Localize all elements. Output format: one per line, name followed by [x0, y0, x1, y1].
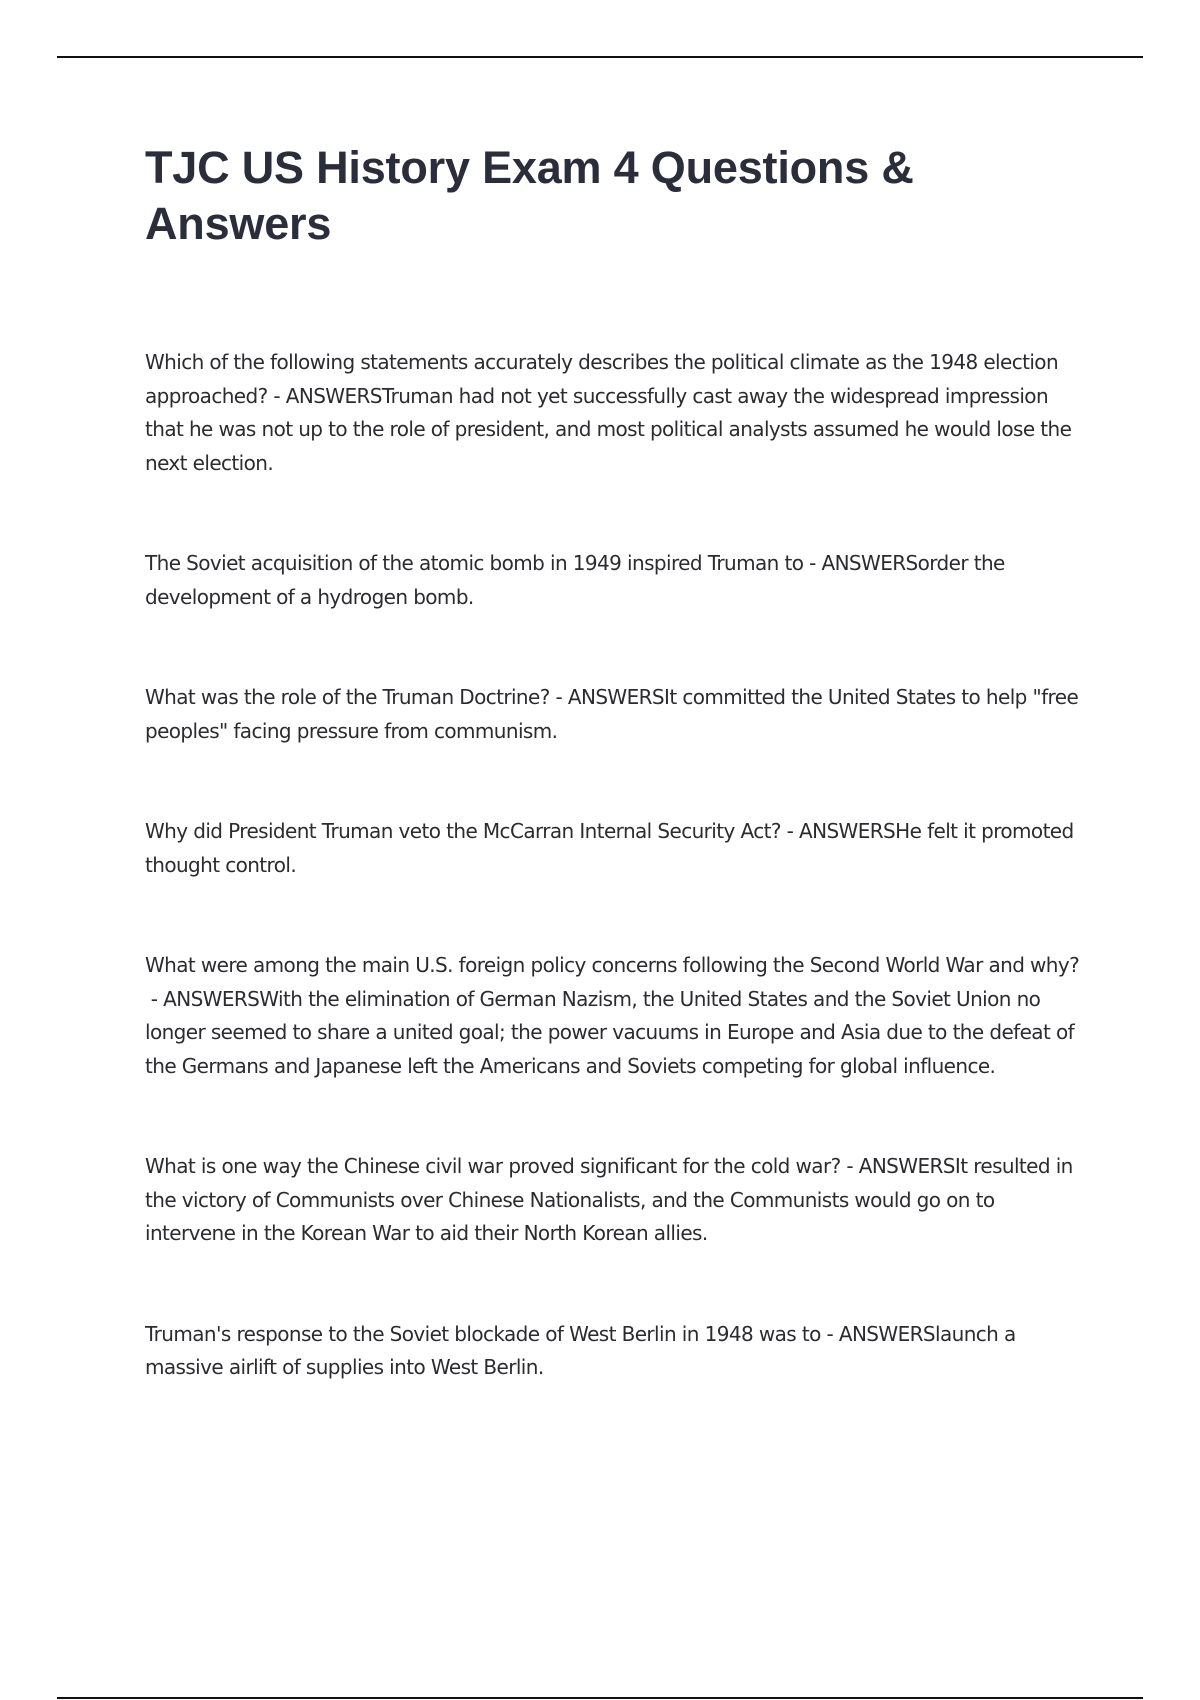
question-text: What was the role of the Truman Doctrine? [145, 685, 550, 709]
qa-item: What was the role of the Truman Doctrine? - ANSWERSIt committed the United States to help "free peoples" facing pressure from communism. [145, 685, 1079, 743]
answer-text: It committed the United States to help "free peoples" facing pressure from communism. [145, 685, 1079, 743]
answer-marker: ANSWERS [858, 1154, 955, 1178]
question-text: The Soviet acquisition of the atomic bomb in 1949 inspired Truman to [145, 551, 804, 575]
answer-marker: ANSWERS [285, 383, 382, 408]
qa-item: Truman's response to the Soviet blockade of West Berlin in 1948 was to - ANSWERSlaunch a massive airlift of supplies into West Berlin. [145, 1321, 1016, 1379]
question-text: Truman's response to the Soviet blockade of West Berlin in 1948 was to [145, 1321, 821, 1346]
answer-marker: ANSWERS [567, 685, 665, 709]
answer-marker: ANSWERS [799, 819, 896, 843]
answer-text: It resulted in the victory of Communists over Chinese Nationalists, and the Communists would go on to intervene in the Korean War to aid their North Korean allies. [145, 1154, 1073, 1245]
answer-text: launch a massive airlift of supplies into West Berlin. [145, 1321, 1016, 1379]
question-text: What is one way the Chinese civil war proved significant for the cold war? [145, 1154, 841, 1178]
answer-text: order the development of a hydrogen bomb. [145, 551, 1005, 609]
qa-item: Why did President Truman veto the McCarran Internal Security Act? - ANSWERSHe felt it promoted thought control. [145, 819, 1074, 877]
document-title: TJC US History Exam 4 Questions & Answers [145, 142, 914, 249]
qa-item: What were among the main U.S. foreign policy concerns following the Second World War and why? - ANSWERSWith the elimination of German Nazism, the United States and the Soviet Union no longer seemed to share a united goal; the power vacuums in Europe and Asia due to the defeat of the Germans and Japanese left the Americans and Soviets competing for global influence. [145, 953, 1080, 1078]
question-text: What were among the main U.S. foreign policy concerns following the Second World War and why? [145, 953, 1080, 977]
qa-item: The Soviet acquisition of the atomic bomb in 1949 inspired Truman to - ANSWERSorder the development of a hydrogen bomb. [145, 551, 1005, 609]
answer-marker: ANSWERS [821, 551, 918, 575]
qa-item: What is one way the Chinese civil war proved significant for the cold war? - ANSWERSIt resulted in the victory of Communists over Chinese Nationalists, and the Communists would go on to intervene in the Korean War to aid their North Korean allies. [145, 1154, 1073, 1245]
document-body [145, 140, 1090, 1452]
question-text: Why did President Truman veto the McCarran Internal Security Act? [145, 819, 781, 843]
answer-text: With the elimination of German Nazism, the United States and the Soviet Union no longer seemed to share a united goal; the power vacuums in Europe and Asia due to the defeat of the Germans and Japanese left the Americans and Soviets competing for global influence. [145, 986, 1075, 1078]
answer-marker: ANSWERS [163, 986, 260, 1011]
top-divider [57, 56, 1143, 58]
bottom-divider [57, 1697, 1143, 1699]
answer-text: Truman had not yet successfully cast away the widespread impression that he was not up to the role of president, and most political analysts assumed he would lose the next election. [145, 383, 1072, 475]
qa-item: Which of the following statements accurately describes the political climate as the 1948 election approached? - ANSWERSTruman had not yet successfully cast away the widespread impression that he was not up to the role of president, and most political analysts assumed he would lose the next election. [145, 350, 1072, 475]
question-text: Which of the following statements accurately describes the political climate as the 1948 election approached? [145, 350, 1059, 408]
answer-text: He felt it promoted thought control. [145, 819, 1074, 877]
qa-list [145, 346, 1090, 1385]
answer-marker: ANSWERS [838, 1321, 936, 1346]
